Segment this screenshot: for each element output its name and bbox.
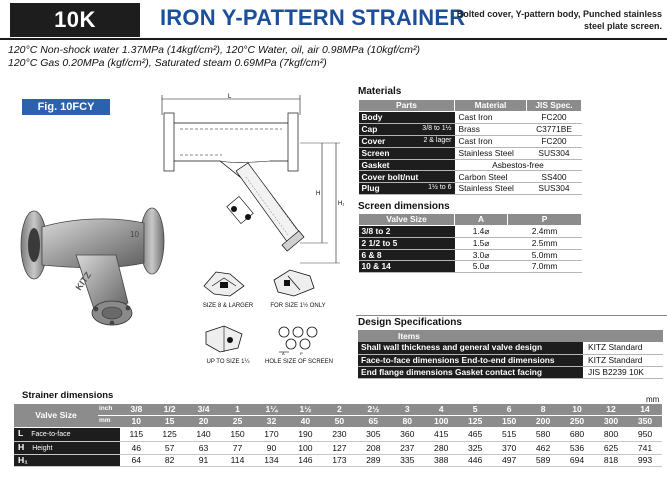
design-col-blank <box>583 330 663 342</box>
design-item: Shall wall thickness and general valve design <box>358 342 583 354</box>
part-size <box>405 159 455 171</box>
dimension-label <box>14 455 120 467</box>
size-inch-row <box>14 404 662 416</box>
design-header-row <box>358 330 663 342</box>
size-inch: 1 <box>221 404 255 416</box>
strainer-photo <box>16 195 166 345</box>
part-spec: SUS304 <box>527 147 582 159</box>
dimension-value: 497 <box>492 455 526 467</box>
dimension-desc: Face-to-face <box>31 430 71 438</box>
size-mm: 80 <box>390 416 424 428</box>
design-row <box>358 366 663 378</box>
screen-size: 10 & 14 <box>359 261 455 273</box>
dimension-value: 127 <box>322 441 356 455</box>
dimension-value: 77 <box>221 441 255 455</box>
strainer-table-body <box>14 404 662 467</box>
dimension-value: 370 <box>492 441 526 455</box>
screen-p: 2.5mm <box>508 237 582 249</box>
dimension-value: 818 <box>594 455 628 467</box>
part-spec: FC200 <box>527 112 582 124</box>
screen-size: 6 & 8 <box>359 249 455 261</box>
materials-row <box>359 123 582 135</box>
materials-row <box>359 159 582 171</box>
dimension-value: 125 <box>153 427 187 441</box>
svg-text:10: 10 <box>130 230 139 239</box>
dimension-desc: Height <box>32 444 53 452</box>
dimension-value: 694 <box>560 455 594 467</box>
dimension-value: 465 <box>458 427 492 441</box>
dimension-value: 230 <box>322 427 356 441</box>
size-mm: 150 <box>492 416 526 428</box>
dimension-value: 462 <box>526 441 560 455</box>
size-inch: 6 <box>492 404 526 416</box>
size-inch: 4 <box>424 404 458 416</box>
size-mm: 100 <box>424 416 458 428</box>
series-badge: 10K <box>10 3 140 37</box>
rating-line-1: 120°C Non-shock water 1.37MPa (14kgf/cm²), 120°C Water, oil, air 0.98MPa (10kgf/cm²) <box>8 44 421 56</box>
screen-p: 7.0mm <box>508 261 582 273</box>
page-subtitle: Bolted cover, Y-pattern body, Punched stainless steel plate screen. <box>456 9 662 31</box>
dimension-value: 680 <box>560 427 594 441</box>
part-name: Cap <box>359 123 405 135</box>
dimension-value: 91 <box>187 455 221 467</box>
dimension-value: 360 <box>390 427 424 441</box>
part-spec: FC200 <box>527 135 582 147</box>
dimension-value: 82 <box>153 455 187 467</box>
dimension-value: 57 <box>153 441 187 455</box>
svg-text:A: A <box>282 351 285 356</box>
materials-col-material: Material <box>455 100 527 112</box>
thumb-size1-5-icon <box>270 266 318 300</box>
design-item: Face-to-face dimensions End-to-end dimensions <box>358 354 583 366</box>
screen-a: 1.5⌀ <box>455 237 508 249</box>
screen-col-p: P <box>508 214 582 226</box>
dimension-label <box>14 427 120 441</box>
strainer-title: Strainer dimensions <box>22 390 114 401</box>
dimension-value: 90 <box>254 441 288 455</box>
size-mm: 350 <box>628 416 662 428</box>
size-mm: 25 <box>221 416 255 428</box>
size-inch: 8 <box>526 404 560 416</box>
dimension-value: 280 <box>424 441 458 455</box>
inch-unit-label: inch <box>98 404 120 416</box>
materials-table <box>358 99 582 195</box>
callout-upto: UP TO SIZE 1¼ <box>206 359 250 365</box>
part-name: Body <box>359 112 405 124</box>
thumb-size8-icon <box>200 266 248 300</box>
screen-table <box>358 213 582 273</box>
dimension-value: 993 <box>628 455 662 467</box>
size-mm: 40 <box>288 416 322 428</box>
dimension-value: 536 <box>560 441 594 455</box>
dim-L-label: L <box>228 94 232 100</box>
screen-row <box>359 237 582 249</box>
screen-col-size: Valve Size <box>359 214 455 226</box>
section-drawing <box>150 93 350 273</box>
page-title: IRON Y-PATTERN STRAINER <box>160 5 466 30</box>
size-mm-row <box>14 416 662 428</box>
size-inch: 3/8 <box>120 404 153 416</box>
size-inch: 14 <box>628 404 662 416</box>
dimension-label <box>14 441 120 455</box>
part-material: Carbon Steel <box>455 171 527 183</box>
dimension-value: 335 <box>390 455 424 467</box>
screen-p: 5.0mm <box>508 249 582 261</box>
dimension-value: 114 <box>221 455 255 467</box>
part-name: Plug <box>359 183 405 195</box>
screen-col-a: A <box>455 214 508 226</box>
dimension-value: 170 <box>254 427 288 441</box>
part-name: Cover bolt/nut <box>359 171 455 183</box>
dimension-symbol: L <box>18 427 24 438</box>
dimension-value: 134 <box>254 455 288 467</box>
design-divider <box>356 315 667 316</box>
design-row <box>358 354 663 366</box>
dimension-row <box>14 441 662 455</box>
screen-size: 2 1/2 to 5 <box>359 237 455 249</box>
dimension-value: 63 <box>187 441 221 455</box>
thumb-hole-icon <box>270 322 322 356</box>
size-inch: 1¼ <box>254 404 288 416</box>
size-inch: 10 <box>560 404 594 416</box>
design-value: KITZ Standard <box>583 354 663 366</box>
design-row <box>358 342 663 354</box>
part-material: Cast Iron <box>455 135 527 147</box>
materials-row <box>359 171 582 183</box>
part-size: 3/8 to 1½ <box>405 123 455 135</box>
size-mm: 20 <box>187 416 221 428</box>
dimension-value: 950 <box>628 427 662 441</box>
part-material: Cast Iron <box>455 112 527 124</box>
design-col-items: Items <box>358 330 583 342</box>
dimension-value: 146 <box>288 455 322 467</box>
size-inch: 1/2 <box>153 404 187 416</box>
dimension-symbol: H₁ <box>18 455 28 466</box>
dimension-value: 415 <box>424 427 458 441</box>
materials-row <box>359 112 582 124</box>
dimension-value: 208 <box>356 441 390 455</box>
dim-H-label: H <box>316 191 321 197</box>
screen-a: 5.0⌀ <box>455 261 508 273</box>
size-mm: 15 <box>153 416 187 428</box>
dimension-row <box>14 455 662 467</box>
dimension-value: 388 <box>424 455 458 467</box>
dimension-value: 446 <box>458 455 492 467</box>
dimension-value: 305 <box>356 427 390 441</box>
part-material: Stainless Steel <box>455 183 527 195</box>
part-size: 1½ to 6 <box>405 183 455 195</box>
dimension-value: 46 <box>120 441 153 455</box>
rating-line-2: 120°C Gas 0.20MPa (kgf/cm²), Saturated steam 0.69MPa (7kgf/cm²) <box>8 57 327 69</box>
dimension-value: 140 <box>187 427 221 441</box>
screen-header-row <box>359 214 582 226</box>
size-mm: 10 <box>120 416 153 428</box>
body-mark: KITZ <box>73 270 94 293</box>
dimension-value: 325 <box>458 441 492 455</box>
mm-unit-label: mm <box>98 416 120 428</box>
dimension-value: 741 <box>628 441 662 455</box>
design-title: Design Specifications <box>358 317 462 328</box>
screen-p: 2.4mm <box>508 226 582 238</box>
callout-size8: SIZE 8 & LARGER <box>202 303 254 309</box>
materials-title: Materials <box>358 86 402 97</box>
callout-hole: HOLE SIZE OF SCREEN <box>264 359 333 365</box>
dimension-value: 100 <box>288 441 322 455</box>
thumb-upto-icon <box>200 322 248 356</box>
size-inch: 2 <box>322 404 356 416</box>
part-name: Gasket <box>359 159 405 171</box>
dimension-row <box>14 427 662 441</box>
size-mm: 65 <box>356 416 390 428</box>
dimension-value: 800 <box>594 427 628 441</box>
materials-row <box>359 183 582 195</box>
design-table <box>358 330 663 379</box>
part-name: Cover <box>359 135 405 147</box>
part-size: 2 & lager <box>405 135 455 147</box>
part-spec: SUS304 <box>527 183 582 195</box>
dimension-value: 515 <box>492 427 526 441</box>
screen-title: Screen dimensions <box>358 201 450 212</box>
dimension-value: 150 <box>221 427 255 441</box>
strainer-table <box>14 404 662 467</box>
dimension-value: 64 <box>120 455 153 467</box>
part-name: Screen <box>359 147 405 159</box>
page-header <box>0 0 667 40</box>
figure-label: Fig. 10FCY <box>22 99 110 115</box>
materials-row <box>359 135 582 147</box>
size-inch: 12 <box>594 404 628 416</box>
size-inch: 5 <box>458 404 492 416</box>
design-value: JIS B2239 10K <box>583 366 663 378</box>
screen-row <box>359 261 582 273</box>
size-mm: 50 <box>322 416 356 428</box>
size-inch: 2½ <box>356 404 390 416</box>
dim-H1-label: H₁ <box>338 201 345 207</box>
materials-col-jis: JIS Spec. <box>527 100 582 112</box>
valve-size-label: Valve Size <box>14 404 98 427</box>
part-material: Stainless Steel <box>455 147 527 159</box>
strainer-unit: mm <box>646 395 660 404</box>
materials-col-parts: Parts <box>359 100 455 112</box>
dimension-value: 625 <box>594 441 628 455</box>
dimension-value: 289 <box>356 455 390 467</box>
screen-size: 3/8 to 2 <box>359 226 455 238</box>
svg-text:P: P <box>300 351 303 356</box>
size-mm: 32 <box>254 416 288 428</box>
screen-a: 1.4⌀ <box>455 226 508 238</box>
part-material: Asbestos-free <box>455 159 582 171</box>
dimension-value: 115 <box>120 427 153 441</box>
materials-header-row <box>359 100 582 112</box>
design-item: End flange dimensions Gasket contact facing <box>358 366 583 378</box>
dimension-value: 589 <box>526 455 560 467</box>
dimension-value: 173 <box>322 455 356 467</box>
size-mm: 300 <box>594 416 628 428</box>
part-spec: SS400 <box>527 171 582 183</box>
part-material: Brass <box>455 123 527 135</box>
dimension-value: 237 <box>390 441 424 455</box>
callout-size1-5: FOR SIZE 1½ ONLY <box>270 303 326 309</box>
dimension-value: 580 <box>526 427 560 441</box>
size-mm: 125 <box>458 416 492 428</box>
design-value: KITZ Standard <box>583 342 663 354</box>
size-mm: 250 <box>560 416 594 428</box>
size-inch: 3/4 <box>187 404 221 416</box>
dimension-value: 190 <box>288 427 322 441</box>
screen-a: 3.0⌀ <box>455 249 508 261</box>
materials-row <box>359 147 582 159</box>
dimension-symbol: H <box>18 441 25 452</box>
size-inch: 3 <box>390 404 424 416</box>
part-spec: C3771BE <box>527 123 582 135</box>
size-mm: 200 <box>526 416 560 428</box>
screen-row <box>359 249 582 261</box>
size-inch: 1½ <box>288 404 322 416</box>
part-size <box>405 147 455 159</box>
part-size <box>405 112 455 124</box>
screen-row <box>359 226 582 238</box>
pressure-ratings <box>8 44 420 70</box>
